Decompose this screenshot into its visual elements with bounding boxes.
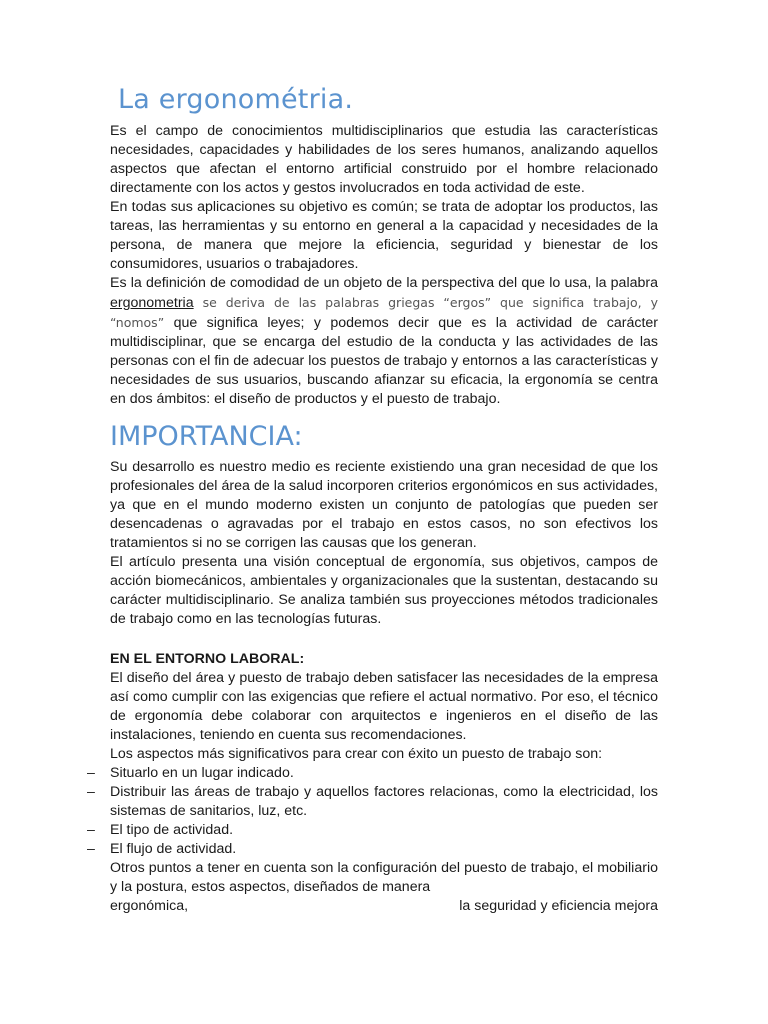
- last-line-right: la seguridad y eficiencia mejora: [459, 898, 658, 914]
- list-item: [87, 840, 658, 859]
- list-item-text: El tipo de actividad.: [110, 822, 234, 838]
- importancia-section: [110, 458, 658, 629]
- intro-paragraph-2: En todas sus aplicaciones su objetivo es común; se trata de adoptar los productos, las tareas, las herramientas y su entorno en general a la capacidad y necesidades de la persona, de manera que mejore la eficiencia, seguridad y bienestar de los consumidores, usuarios o trabajadores.: [110, 199, 658, 272]
- importancia-paragraph-2: El artículo presenta una visión conceptual de ergonomía, sus objetivos, campos de acción biomecánicos, ambientales y organizacionales que la sustentan, destacando su carácter multidisciplinario. Se analiza también sus proyecciones métodos tradicionales de trabajo como en las tecnologías futuras.: [110, 554, 658, 627]
- entorno-section: [87, 650, 658, 916]
- entorno-heading: EN EL ENTORNO LABORAL:: [110, 651, 305, 667]
- intro-section: [110, 122, 658, 409]
- list-item-text: El flujo de actividad.: [110, 841, 237, 857]
- list-bullet: –: [87, 784, 95, 800]
- intro-paragraph-1: Es el campo de conocimientos multidisciplinarios que estudia las características necesidades, capacidades y habilidades de los seres humanos, analizando aquellos aspectos que afectan el entorno artificial construido por el hombre relacionado directamente con los actos y gestos involucrados en toda actividad de este.: [110, 123, 658, 196]
- intro-paragraph-3: [110, 274, 658, 409]
- list-bullet: –: [87, 841, 95, 857]
- list-item-text: Situarlo en un lugar indicado.: [110, 765, 294, 781]
- intro-paragraph-3-gray: se deriva de las palabras griegas “ergos” que significa trabajo, y “nomos”: [110, 295, 658, 330]
- intro-paragraph-3-end: que significa leyes; y podemos decir que es la actividad de carácter multidisciplinar, que se encarga del estudio de la conducta y las actividades de las personas con el fin de adecuar los puestos de trabajo y entornos a las características y necesidades de sus usuarios, buscando afianzar su eficacia, la ergonomía se centra en dos ámbitos: el diseño de productos y el puesto de trabajo.: [110, 315, 659, 407]
- list-item-text: Distribuir las áreas de trabajo y aquellos factores relacionas, como la electricidad, los sistemas de sanitarios, luz, etc.: [110, 784, 658, 819]
- list-item: [87, 783, 658, 821]
- list-item: [87, 764, 658, 783]
- list-bullet: –: [87, 822, 95, 838]
- importancia-paragraph-1: Su desarrollo es nuestro medio es reciente existiendo una gran necesidad de que los profesionales del área de la salud incorporen criterios ergonómicos en sus actividades, ya que en el mundo moderno existen un conjunto de patologías que pueden ser desencadenas o agravadas por el trabajo en estos casos, no son efectivos los tratamientos si no se corrigen las causas que los generan.: [110, 459, 658, 551]
- intro-paragraph-3-start: Es la definición de comodidad de un objeto de la perspectiva del que lo usa, la palabra: [110, 275, 658, 291]
- entorno-paragraph-3: Otros puntos a tener en cuenta son la configuración del puesto de trabajo, el mobiliario y la postura, estos aspectos, diseñados de manera: [110, 860, 658, 895]
- underlined-word: ergonometria: [110, 295, 194, 311]
- page-title: La ergonométria.: [118, 84, 354, 115]
- entorno-last-line: [110, 897, 658, 916]
- list-bullet: –: [87, 765, 95, 781]
- list-item: [87, 821, 658, 840]
- last-line-left: ergonómica,: [110, 898, 189, 914]
- importancia-heading: IMPORTANCIA:: [110, 421, 303, 452]
- entorno-paragraph-1: El diseño del área y puesto de trabajo deben satisfacer las necesidades de la empresa así como cumplir con las exigencias que refiere el actual normativo. Por eso, el técnico de ergonomía debe colaborar con arquitectos e ingenieros en el diseño de las instalaciones, teniendo en cuenta sus recomendaciones.: [110, 670, 658, 743]
- entorno-paragraph-2: Los aspectos más significativos para crear con éxito un puesto de trabajo son:: [110, 746, 603, 762]
